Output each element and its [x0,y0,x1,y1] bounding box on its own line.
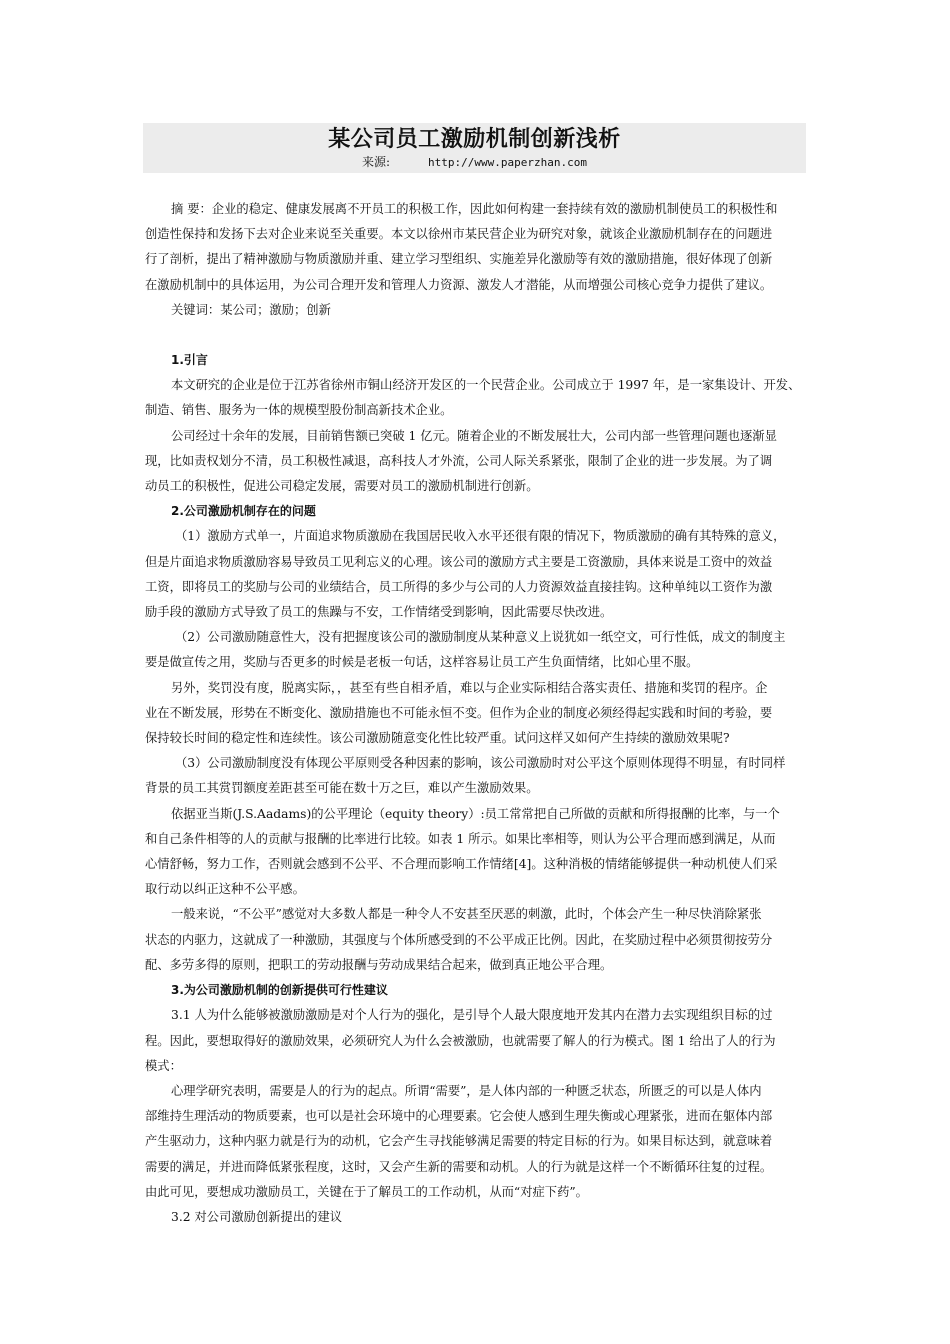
text-line: 工资，即将员工的奖励与公司的业绩结合，员工所得的多少与公司的人力资源效益直接挂钩。这种单纯以工资作为激 [145,579,773,594]
text-line: 摘 要：企业的稳定、健康发展离不开员工的积极工作，因此如何构建一套持续有效的激励机制使员工的积极性和 [171,202,778,216]
text-line: 取行动以纠正这种不公平感。 [145,882,305,897]
text-line: 程。因此，要想取得好的激励效果，必须研究人为什么会被激励，也就需要了解人的行为模式。图 1 给出了人的行为 [145,1033,776,1048]
source-label: 来源: [362,155,391,169]
text-line: 由此可见，要想成功激励员工，关键在于了解员工的工作动机，从而“对症下药”。 [145,1184,588,1199]
text-line: 现，比如责权划分不清，员工积极性减退，高科技人才外流，公司人际关系紧张，限制了企业的进一步发展。为了调 [145,453,773,468]
text-line: 在激励机制中的具体运用，为公司合理开发和管理人力资源、激发人才潜能，从而增强公司核心竞争力提供了建议。 [145,277,773,292]
text-line: （1）激励方式单一，片面追求物质激励在我国居民收入水平还很有限的情况下，物质激励的确有其特殊的意义， [175,529,786,544]
section-heading: 1.引言 [171,353,208,368]
source-line [143,154,806,171]
text-line: 励手段的激励方式导致了员工的焦躁与不安，工作情绪受到影响，因此需要尽快改进。 [145,605,613,620]
text-line: 模式： [145,1058,182,1073]
text-line: 依据亚当斯(J.S.Aadams)的公平理论（equity theory）:员工常常把自己所做的贡献和所得报酬的比率，与一个 [171,806,780,821]
keywords: 关键词：某公司；激励；创新 [171,302,331,317]
text-line: 动员工的积极性，促进公司稳定发展，需要对员工的激励机制进行创新。 [145,479,539,494]
text-line: 保持较长时间的稳定性和连续性。该公司激励随意变化性比较严重。试问这样又如何产生持续的激励效果呢? [145,731,730,746]
text-line: 另外，奖罚没有度，脱离实际，，甚至有些自相矛盾，难以与企业实际相结合落实责任、措施和奖罚的程序。企 [171,680,768,695]
text-line: 创造性保持和发扬下去对企业来说至关重要。本文以徐州市某民营企业为研究对象，就该企业激励机制存在的问题进 [145,227,773,242]
text-line: 要是做宣传之用，奖励与否更多的时候是老板一句话，这样容易让员工产生负面情绪，比如心里不服。 [145,655,699,670]
page-title: 某公司员工激励机制创新浅析 [328,126,621,152]
text-line: 需要的满足，并进而降低紧张程度，这时，又会产生新的需要和动机。人的行为就是这样一个不断循环往复的过程。 [145,1159,773,1174]
text-line: 状态的内驱力，这就成了一种激励，其强度与个体所感受到的不公平成正比例。因此，在奖励过程中必须贯彻按劳分 [145,932,773,947]
text-line: 本文研究的企业是位于江苏省徐州市铜山经济开发区的一个民营企业。公司成立于 1997 年，是一家集设计、开发、 [171,378,801,393]
article-body [145,197,810,1230]
text-line: 行了剖析，提出了精神激励与物质激励并重、建立学习型组织、实施差异化激励等有效的激励措施，很好体现了创新 [145,252,773,267]
title-banner [143,123,806,173]
text-line: 产生驱动力，这种内驱力就是行为的动机，它会产生寻找能够满足需要的特定目标的行为。如果目标达到，就意味着 [145,1134,773,1149]
text-line: 背景的员工其赏罚额度差距甚至可能在数十万之巨，难以产生激励效果。 [145,781,539,796]
text-line: 3.2 对公司激励创新提出的建议 [171,1209,343,1224]
section-heading: 2.公司激励机制存在的问题 [171,504,316,519]
section-heading: 3.为公司激励机制的创新提供可行性建议 [171,983,388,998]
text-line: 配、多劳多得的原则，把职工的劳动报酬与劳动成果结合起来，做到真正地公平合理。 [145,957,613,972]
text-line: 一般来说，“不公平”感觉对大多数人都是一种令人不安甚至厌恶的刺激，此时，个体会产生一种尽快消除紧张 [171,907,762,922]
text-line: 制造、销售、服务为一体的规模型股份制高新技术企业。 [145,403,453,418]
abstract [145,197,810,323]
text-line: （3）公司激励制度没有体现公平原则受各种因素的影响，该公司激励时对公平这个原则体现得不明显，有时同样 [175,756,786,771]
text-line: 和自己条件相等的人的贡献与报酬的比率进行比较。如表 1 所示。如果比率相等，则认为公平合理而感到满足，从而 [145,831,776,846]
text-line: （2）公司激励随意性大，没有把握度该公司的激励制度从某种意义上说犹如一纸空文，可行性低，成文的制度主 [175,630,786,645]
text-line: 3.1 人为什么能够被激励激励是对个人行为的强化，是引导个人最大限度地开发其内在潜力去实现组织目标的过 [171,1008,773,1023]
text-line: 心情舒畅，努力工作，否则就会感到不公平、不合理而影响工作情绪[4]。这种消极的情绪能够提供一种动机使人们采 [145,857,778,872]
text-line: 但是片面追求物质激励容易导致员工见利忘义的心理。该公司的激励方式主要是工资激励，具体来说是工资中的效益 [145,554,773,569]
text-line: 心理学研究表明，需要是人的行为的起点。所谓“需要”，是人体内部的一种匮乏状态，所匮乏的可以是人体内 [171,1083,762,1098]
text-line: 业在不断发展，形势在不断变化、激励措施也不可能永恒不变。但作为企业的制度必须经得起实践和时间的考验，要 [145,705,773,720]
source-url: http://www.paperzhan.com [428,156,587,169]
text-line: 部维持生理活动的物质要素，也可以是社会环境中的心理要素。它会使人感到生理失衡或心理紧张，进而在躯体内部 [145,1109,773,1124]
text-line: 公司经过十余年的发展，目前销售额已突破 1 亿元。随着企业的不断发展壮大，公司内部一些管理问题也逐渐显 [171,428,777,443]
